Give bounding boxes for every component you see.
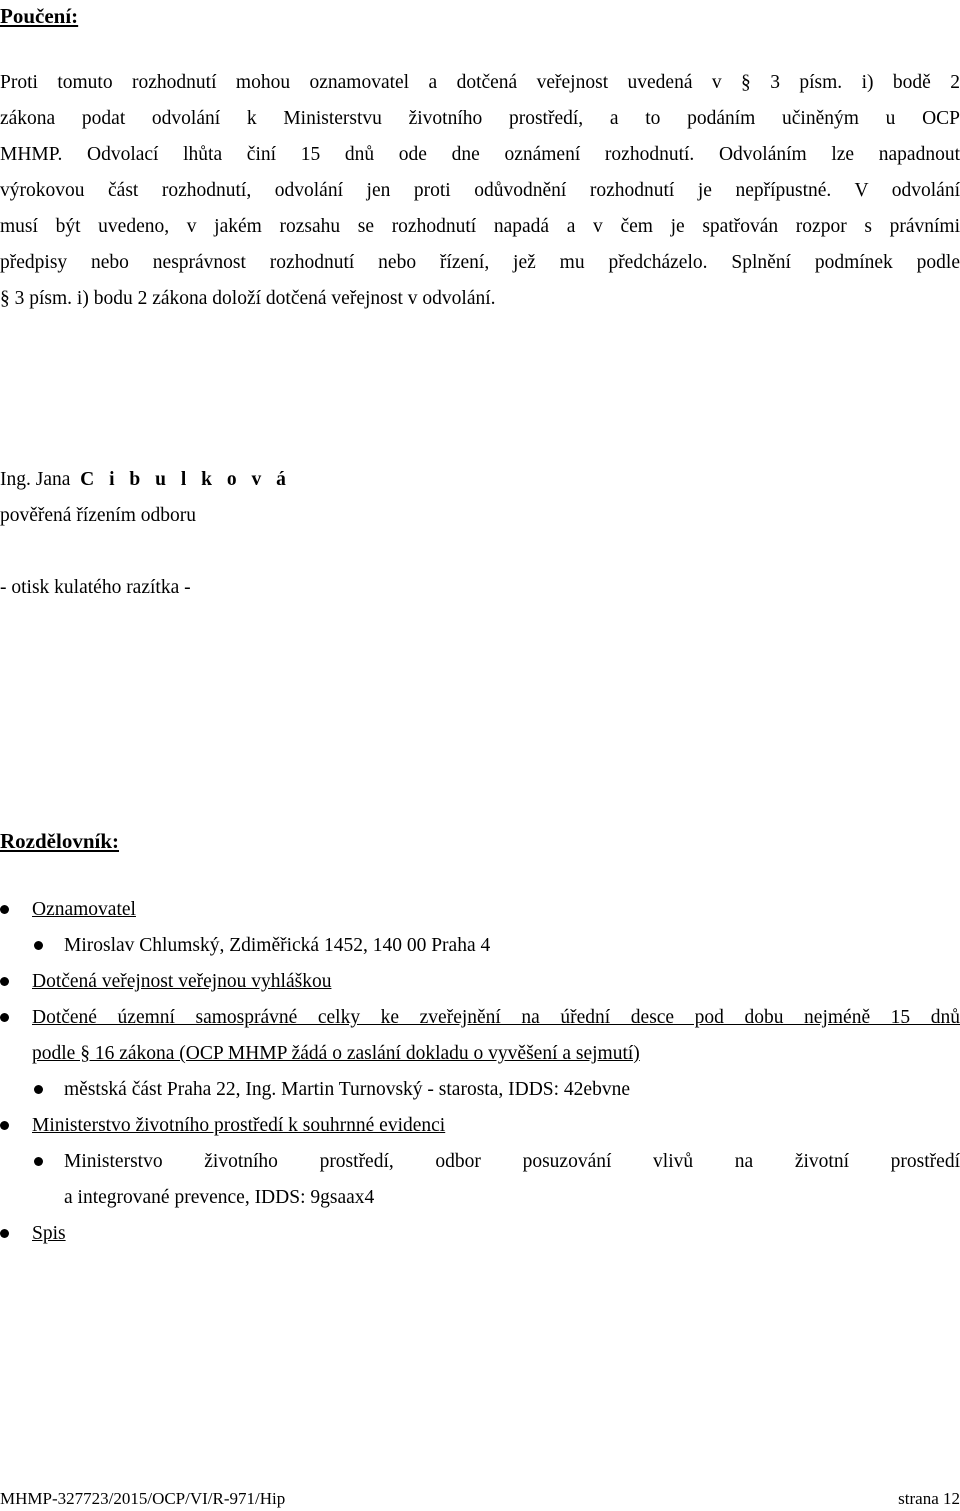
recipient-celky-line-1: Dotčené územní samosprávné celky ke zveřejnění na úřední desce pod dobu nejméně 15 dnů (32, 1007, 960, 1028)
recipient-ministerstvo-detail-line-1: Ministerstvo životního prostředí, odbor posuzování vlivů na životní prostředí (64, 1151, 960, 1172)
signature-name (0, 468, 960, 492)
pouceni-line-7: § 3 písm. i) bodu 2 zákona doloží dotčená veřejnost v odvolání. (0, 288, 496, 309)
recipient-celky-line-2: podle § 16 zákona (OCP MHMP žádá o zaslání dokladu o vyvěšení a sejmutí) (32, 1043, 640, 1064)
recipient-oznamovatel: Oznamovatel (32, 899, 136, 920)
pouceni-line-2: zákona podat odvolání k Ministerstvu životního prostředí, a to podáním učiněným u OCP (0, 108, 960, 129)
recipient-oznamovatel-detail: Miroslav Chlumský, Zdiměřická 1452, 140 00 Praha 4 (64, 935, 491, 956)
pouceni-line-5: musí být uvedeno, v jakém rozsahu se rozhodnutí napadá a v čem je spatřován rozpor s právními (0, 216, 960, 237)
bullet-icon (0, 1013, 9, 1022)
bullet-icon (0, 1121, 9, 1130)
recipient-verejnost: Dotčená veřejnost veřejnou vyhláškou (32, 971, 332, 992)
recipient-celky-detail: městská část Praha 22, Ing. Martin Turnovský - starosta, IDDS: 42ebvne (64, 1079, 630, 1100)
pouceni-line-6: předpisy nebo nesprávnost rozhodnutí nebo řízení, jež mu předcházelo. Splnění podmínek podle (0, 252, 960, 273)
recipient-ministerstvo: Ministerstvo životního prostředí k souhrnné evidenci (32, 1115, 446, 1136)
pouceni-line-4: výrokovou část rozhodnutí, odvolání jen proti odůvodnění rozhodnutí je nepřípustné. V odvolání (0, 180, 960, 201)
rozdelovnik-heading: Rozdělovník: (0, 829, 120, 853)
signature-surname: C i b u l k o v á (80, 469, 291, 490)
bullet-icon (34, 941, 43, 950)
bullet-icon (34, 1085, 43, 1094)
footer-reference: MHMP-327723/2015/OCP/VI/R-971/Hip (0, 1489, 286, 1508)
recipient-spis: Spis (32, 1223, 66, 1244)
bullet-icon (0, 977, 9, 986)
bullet-icon (34, 1157, 43, 1166)
pouceni-line-3: MHMP. Odvolací lhůta činí 15 dnů ode dne oznámení rozhodnutí. Odvoláním lze napadnout (0, 144, 960, 165)
bullet-icon (0, 1229, 9, 1238)
signature-role: pověřená řízením odboru (0, 505, 197, 526)
recipient-ministerstvo-detail-line-2: a integrované prevence, IDDS: 9gsaax4 (64, 1187, 375, 1208)
pouceni-line-1: Proti tomuto rozhodnutí mohou oznamovatel a dotčená veřejnost uvedená v § 3 písm. i) bodě 2 (0, 72, 960, 93)
footer-page-number: strana 12 (898, 1489, 960, 1508)
bullet-icon (0, 905, 9, 914)
signature-title: Ing. Jana (0, 469, 71, 490)
pouceni-heading: Poučení: (0, 4, 79, 28)
stamp-note: - otisk kulatého razítka - (0, 577, 191, 598)
